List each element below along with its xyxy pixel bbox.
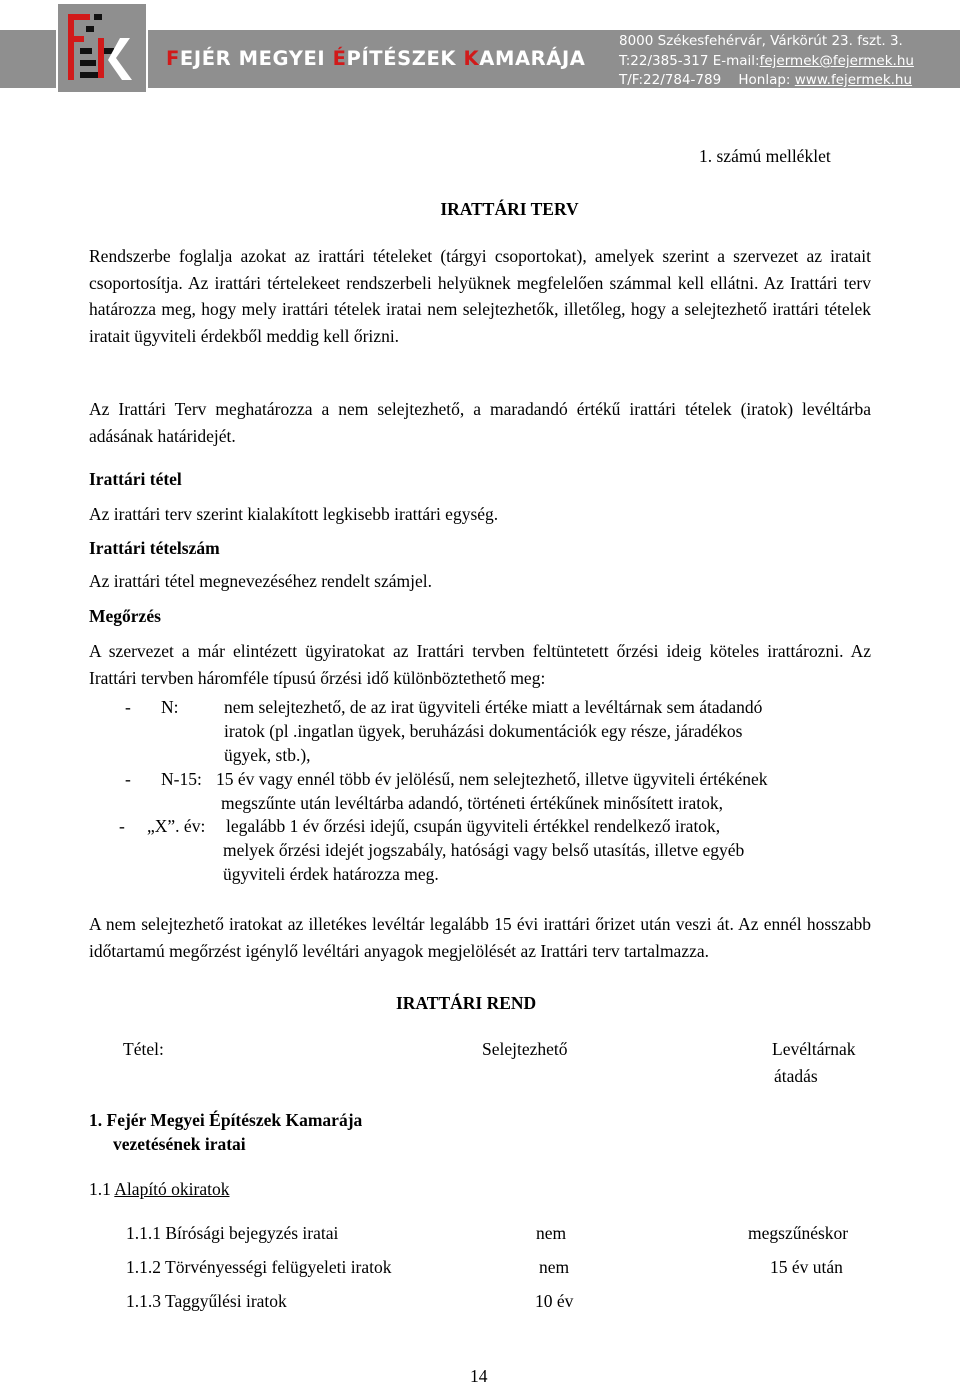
list-dash: - <box>119 816 125 836</box>
fek-logo-icon <box>58 4 146 92</box>
column-header-item: Tétel: <box>123 1039 164 1059</box>
org-name-part: PÍTÉSZEK <box>346 47 464 70</box>
list-item-line: nem selejtezhető, de az irat ügyviteli értéke miatt a levéltárnak sem átadandó <box>224 697 763 717</box>
intro-paragraph: Rendszerbe foglalja azokat az irattári tételeket (tárgyi csoportokat), amelyek szerint a szervezet az iratait csoportosítja. Az irattári tértelekeet rendszerbeli helyüknek megfelelően számmal kell ellátni. Az Irattári terv határozza meg, hogy mely irattári tételek iratai nem selejtezhetők, illetőleg, hogy a selejtezhető irattári tételek iratait ügyviteli érdekből meddig kell őrizni. <box>89 246 871 346</box>
contact-address: 8000 Székesfehérvár, Várkörút 23. fszt. 3. <box>619 33 903 49</box>
definition-text: Az irattári terv szerint kialakított legkisebb irattári egység. <box>89 504 499 524</box>
organization-name <box>166 47 586 70</box>
definition-text-retention: A szervezet a már elintézett ügyiratokat az Irattári tervben feltüntetett őrzési ideig köteles irattározni. Az Irattári tervben háromféle típusú őrzési idő különböztethető meg: <box>89 641 871 688</box>
list-item-line: 15 év vagy ennél több év jelölésű, nem selejtezhető, illetve ügyviteli értékének <box>216 769 768 789</box>
list-dash: - <box>125 697 131 717</box>
row-item: 1.1.2 Törvényességi felügyeleti iratok <box>126 1257 392 1277</box>
website-link[interactable]: www.fejermek.hu <box>794 72 913 88</box>
section-title-order: IRATTÁRI REND <box>396 993 537 1013</box>
closing-paragraph: A nem selejtezhető iratokat az illetékes levéltár legalább 15 évi irattári őrizet után veszi át. Az ennél hosszabb időtartamú megőrzést igénylő levéltári anyagok megjelölését az Irattári terv tartalmazza. <box>89 914 871 961</box>
org-name-initial: É <box>332 47 347 70</box>
subsection-title: Alapító okiratok <box>114 1179 230 1199</box>
org-name-part: AMARÁJA <box>479 47 586 70</box>
org-name-initial: K <box>463 47 480 70</box>
phone-label: T:22/385-317 E-mail: <box>619 53 760 69</box>
org-name-initial: F <box>166 47 180 70</box>
row-archive: 15 év után <box>770 1257 843 1277</box>
retention-code: N: <box>161 697 179 717</box>
definition-text: Az irattári tétel megnevezéséhez rendelt számjel. <box>89 571 433 591</box>
list-item-line: ügyviteli érdek határozza meg. <box>223 864 439 884</box>
subsection-heading <box>89 1179 229 1200</box>
contact-fax-web <box>619 72 912 88</box>
row-item: 1.1.3 Taggyűlési iratok <box>126 1291 287 1311</box>
row-item: 1.1.1 Bírósági bejegyzés iratai <box>126 1223 339 1243</box>
annex-label: 1. számú melléklet <box>699 146 831 166</box>
subsection-number: 1.1 <box>89 1179 111 1199</box>
document-title: IRATTÁRI TERV <box>440 199 579 219</box>
contact-phone-email <box>619 53 914 69</box>
column-header-discardable: Selejtezhető <box>482 1039 568 1059</box>
org-name-part: EJÉR MEGYEI <box>179 47 333 70</box>
row-discardable: 10 év <box>535 1291 574 1311</box>
list-item-line: iratok (pl .ingatlan ügyek, beruházási dokumentációk egy része, járadékos <box>224 721 743 741</box>
list-item-line: legalább 1 év őrzési idejű, csupán ügyviteli értékkel rendelkező iratok, <box>226 816 721 836</box>
email-link[interactable]: fejermek@fejermek.hu <box>759 53 914 69</box>
chamber-logo <box>56 2 148 94</box>
column-header-archive: Levéltárnak <box>772 1039 856 1059</box>
fax-label: T/F:22/784-789 Honlap: <box>619 72 795 88</box>
list-item-line: megszűnte után levéltárba adandó, történeti értékűnek minősített iratok, <box>221 793 723 813</box>
definition-term: Megőrzés <box>89 606 161 626</box>
row-discardable: nem <box>539 1257 570 1277</box>
page-number: 14 <box>470 1366 488 1386</box>
row-archive: megszűnéskor <box>748 1223 849 1243</box>
definition-term: Irattári tétel <box>89 469 182 489</box>
section-heading-line2: vezetésének iratai <box>113 1134 246 1154</box>
section-heading: 1. Fejér Megyei Építészek Kamarája <box>89 1110 363 1130</box>
retention-code: N-15: <box>161 769 202 789</box>
definition-term: Irattári tételszám <box>89 538 220 558</box>
retention-code: „X”. év: <box>147 816 206 836</box>
column-header-archive-line2: átadás <box>774 1066 818 1086</box>
list-item-line: ügyek, stb.), <box>224 745 311 765</box>
paragraph-archive-deadline: Az Irattári Terv meghatározza a nem selejtezhető, a maradandó értékű irattári tételek (iratok) levéltárba adásának határidejét. <box>89 399 871 446</box>
row-discardable: nem <box>536 1223 567 1243</box>
list-item-line: melyek őrzési idejét jogszabály, hatósági vagy belső utasítás, illetve egyéb <box>223 840 745 860</box>
list-dash: - <box>125 769 131 789</box>
